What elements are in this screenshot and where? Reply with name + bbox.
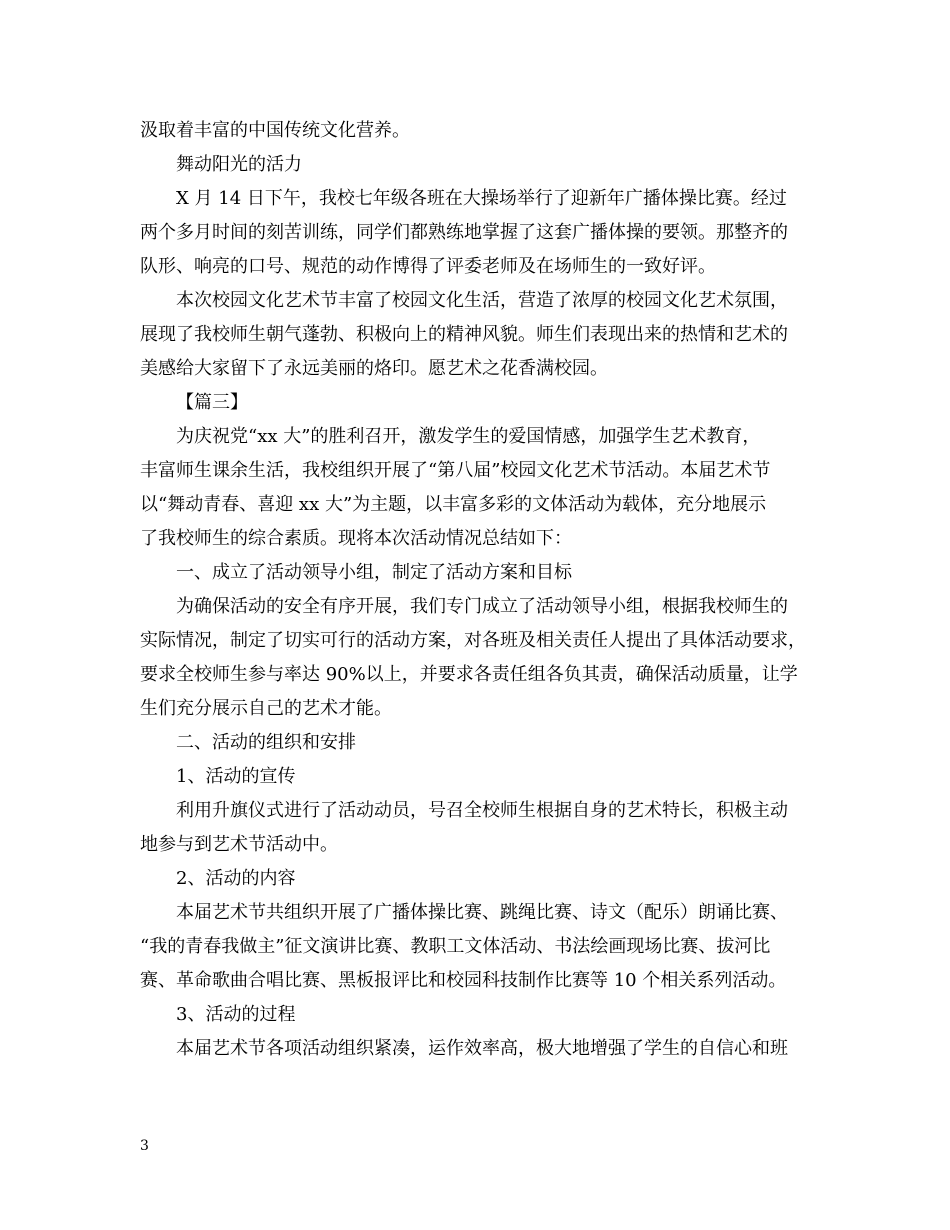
text-line: 为庆祝党“xx 大”的胜利召开，激发学生的爱国情感，加强学生艺术教育， [176,426,761,447]
text-line: 汲取着丰富的中国传统文化营养。 [140,120,410,141]
text-line: 利用升旗仪式进行了活动动员，号召全校师生根据自身的艺术特长，积极主动 [176,800,788,821]
text-line: 两个多月时间的刻苦训练，同学们都熟练地掌握了这套广播体操的要领。那整齐的 [140,222,788,243]
text-line: 二、活动的组织和安排 [176,732,356,753]
text-line: 生们充分展示自己的艺术才能。 [140,698,392,719]
text-line: 以“舞动青春、喜迎 xx 大”为主题，以丰富多彩的文体活动为载体，充分地展示 [140,494,767,515]
text-line: 1、活动的宣传 [176,766,296,787]
text-line: 本届艺术节各项活动组织紧凑，运作效率高，极大地增强了学生的自信心和班 [176,1038,788,1059]
text-line: 实际情况，制定了切实可行的活动方案，对各班及相关责任人提出了具体活动要求， [140,630,806,651]
text-line: 一、成立了活动领导小组，制定了活动方案和目标 [176,562,572,583]
text-line: 3、活动的过程 [176,1004,296,1025]
text-line: 丰富师生课余生活，我校组织开展了“第八届”校园文化艺术节活动。本届艺术节 [140,460,771,481]
text-line: 赛、革命歌曲合唱比赛、黑板报评比和校园科技制作比赛等 10 个相关系列活动。 [140,970,787,991]
text-line: 要求全校师生参与率达 90%以上，并要求各责任组各负其责，确保活动质量，让学 [140,664,798,685]
text-line: 【篇三】 [176,392,248,413]
text-line: 本次校园文化艺术节丰富了校园文化生活，营造了浓厚的校园文化艺术氛围， [176,290,788,311]
text-line: 本届艺术节共组织开展了广播体操比赛、跳绳比赛、诗文（配乐）朗诵比赛、 [176,902,788,923]
text-line: 展现了我校师生朝气蓬勃、积极向上的精神风貌。师生们表现出来的热情和艺术的 [140,324,788,345]
text-line: 队形、响亮的口号、规范的动作博得了评委老师及在场师生的一致好评。 [140,256,716,277]
text-line: X 月 14 日下午，我校七年级各班在大操场举行了迎新年广播体操比赛。经过 [176,188,787,209]
text-line: “我的青春我做主”征文演讲比赛、教职工文体活动、书法绘画现场比赛、拔河比 [140,936,771,957]
text-line: 美感给大家留下了永远美丽的烙印。愿艺术之花香满校园。 [140,358,608,379]
page-number: 3 [140,1138,149,1154]
text-line: 了我校师生的综合素质。现将本次活动情况总结如下： [140,528,572,549]
text-line: 为确保活动的安全有序开展，我们专门成立了活动领导小组，根据我校师生的 [176,596,788,617]
text-line: 舞动阳光的活力 [176,154,302,175]
document-body [140,114,810,1066]
text-line: 2、活动的内容 [176,868,296,889]
text-line: 地参与到艺术节活动中。 [140,834,338,855]
